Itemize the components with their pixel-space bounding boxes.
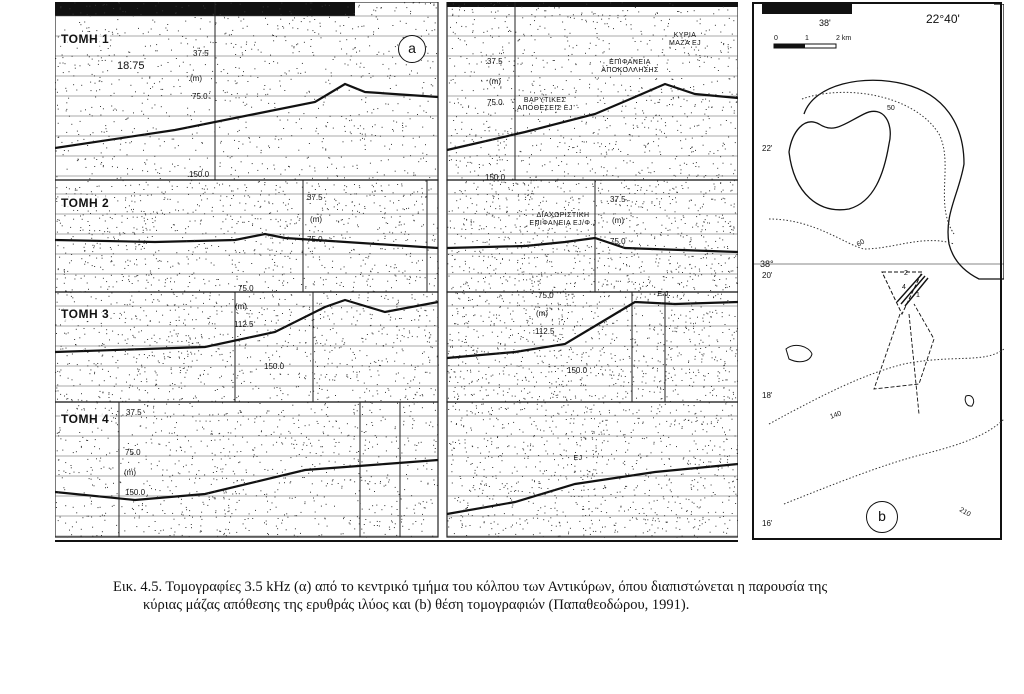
profile-3-right-depth: 112.5 [535, 327, 555, 336]
contour-label: 50 [887, 105, 895, 112]
scale-label-2: 2 km [836, 35, 852, 42]
scale-label-1: 1 [805, 35, 809, 42]
track-number: 1 [916, 292, 920, 299]
seismic-profiles-panel [55, 2, 738, 542]
profile-2-right-depth: 37.5 [610, 195, 626, 204]
profile-2-depth-label: 37.5 [307, 193, 323, 202]
profile-3-depth-label: 112.5 [234, 320, 254, 329]
profile-1-depth-unit: (m) [190, 74, 202, 83]
tag-main-mass: ΚΥΡΙΑ ΜΑΖΑ ΕJ [669, 32, 701, 47]
caption-line-2: κύριας μάζας απόθεσης της ερυθράς ιλύος και (b) θέση τομογραφιών (Παπαθεοδώρου, 1991). [143, 597, 690, 613]
track-number: 4 [902, 284, 906, 291]
profile-2-title: ΤΟΜΗ 2 [61, 196, 110, 210]
profile-2-right-unit: (m) [612, 216, 624, 225]
profile-3-depth-unit: (m) [235, 302, 247, 311]
map-lon-left: 38' [819, 18, 831, 28]
lat-label: 16' [762, 519, 773, 528]
profile-3-title: ΤΟΜΗ 3 [61, 307, 110, 321]
lat-label: 38° [760, 259, 774, 269]
tag-ej-4: EJ [573, 455, 583, 462]
track-number: 2 [904, 270, 908, 277]
lat-label: 18' [762, 391, 773, 400]
figure-caption [113, 578, 933, 614]
profile-3-depth-label: 150.0 [264, 362, 285, 371]
profile-4-depth-unit: (m) [124, 468, 136, 477]
profile-1-right-depth: 150.0 [485, 173, 506, 182]
profile-3-depth-label: 75.0 [238, 284, 254, 293]
profile-1-right-depth: 75.0 [487, 98, 503, 107]
panel-b-label: b [866, 501, 898, 533]
caption-line-1: Εικ. 4.5. Τομογραφίες 3.5 kHz (α) από το κεντρικό τμήμα του κόλπου των Αντικύρων, όπου διαπιστώνεται η παρουσία της [113, 579, 828, 595]
lat-label: 20' [762, 271, 773, 280]
profile-1-right-depth: 37.5 [487, 57, 503, 66]
tag-gravity-deposits: ΒΑΡΥΤΙΚΕΣ ΑΠΟΘΕΣΕΙΣ EJ [517, 97, 573, 112]
panel-a-label: a [398, 35, 426, 63]
profile-3-right-unit: (m) [536, 309, 548, 318]
profile-2-depth-label: 75.0 [307, 235, 323, 244]
profile-1-depth-label: 18.75 [117, 60, 145, 72]
profile-4-depth-label: 37.5 [126, 408, 142, 417]
lat-label: 22' [762, 144, 773, 153]
seismic-profiles-graphic [55, 2, 738, 540]
tag-separation-surface: ΔΙΑΧΩΡΙΣΤΙΚΗ ΕΠΙΦΑΝΕΙΑ ΕJ/Φ.J [529, 212, 597, 227]
profile-4-depth-label: 75.0 [125, 448, 141, 457]
location-map-panel [752, 2, 1002, 540]
contour-label: 140 [829, 410, 843, 421]
profile-1-title: ΤΟΜΗ 1 [61, 32, 110, 46]
profile-3-right-depth: 75.0 [538, 291, 554, 300]
profile-1-right-unit: (m) [489, 77, 501, 86]
map-lon-right: 22°40' [926, 12, 960, 26]
bathymetric-map-graphic [754, 4, 1004, 542]
profile-1-depth-label: 75.0 [192, 92, 208, 101]
profile-4-title: ΤΟΜΗ 4 [61, 412, 110, 426]
profile-2-depth-unit: (m) [310, 215, 322, 224]
profile-4-depth-label: 150.0 [125, 488, 146, 497]
profile-1-depth-label: 150.0 [189, 170, 210, 179]
profile-2-right-depth: 75.0 [610, 237, 626, 246]
contour-label: 60 [855, 238, 867, 249]
profile-3-right-depth: 150.0 [567, 366, 588, 375]
scale-label-0: 0 [774, 35, 778, 42]
profile-1-depth-label: 37.5 [193, 49, 209, 58]
tag-detachment-surface: ΕΠΙΦΑΝΕΙΑ ΑΠΟΚΟΛΛΗΣΗΣ [601, 59, 659, 74]
tag-ej-3: E.J [657, 291, 669, 298]
contour-label: 210 [958, 506, 972, 519]
